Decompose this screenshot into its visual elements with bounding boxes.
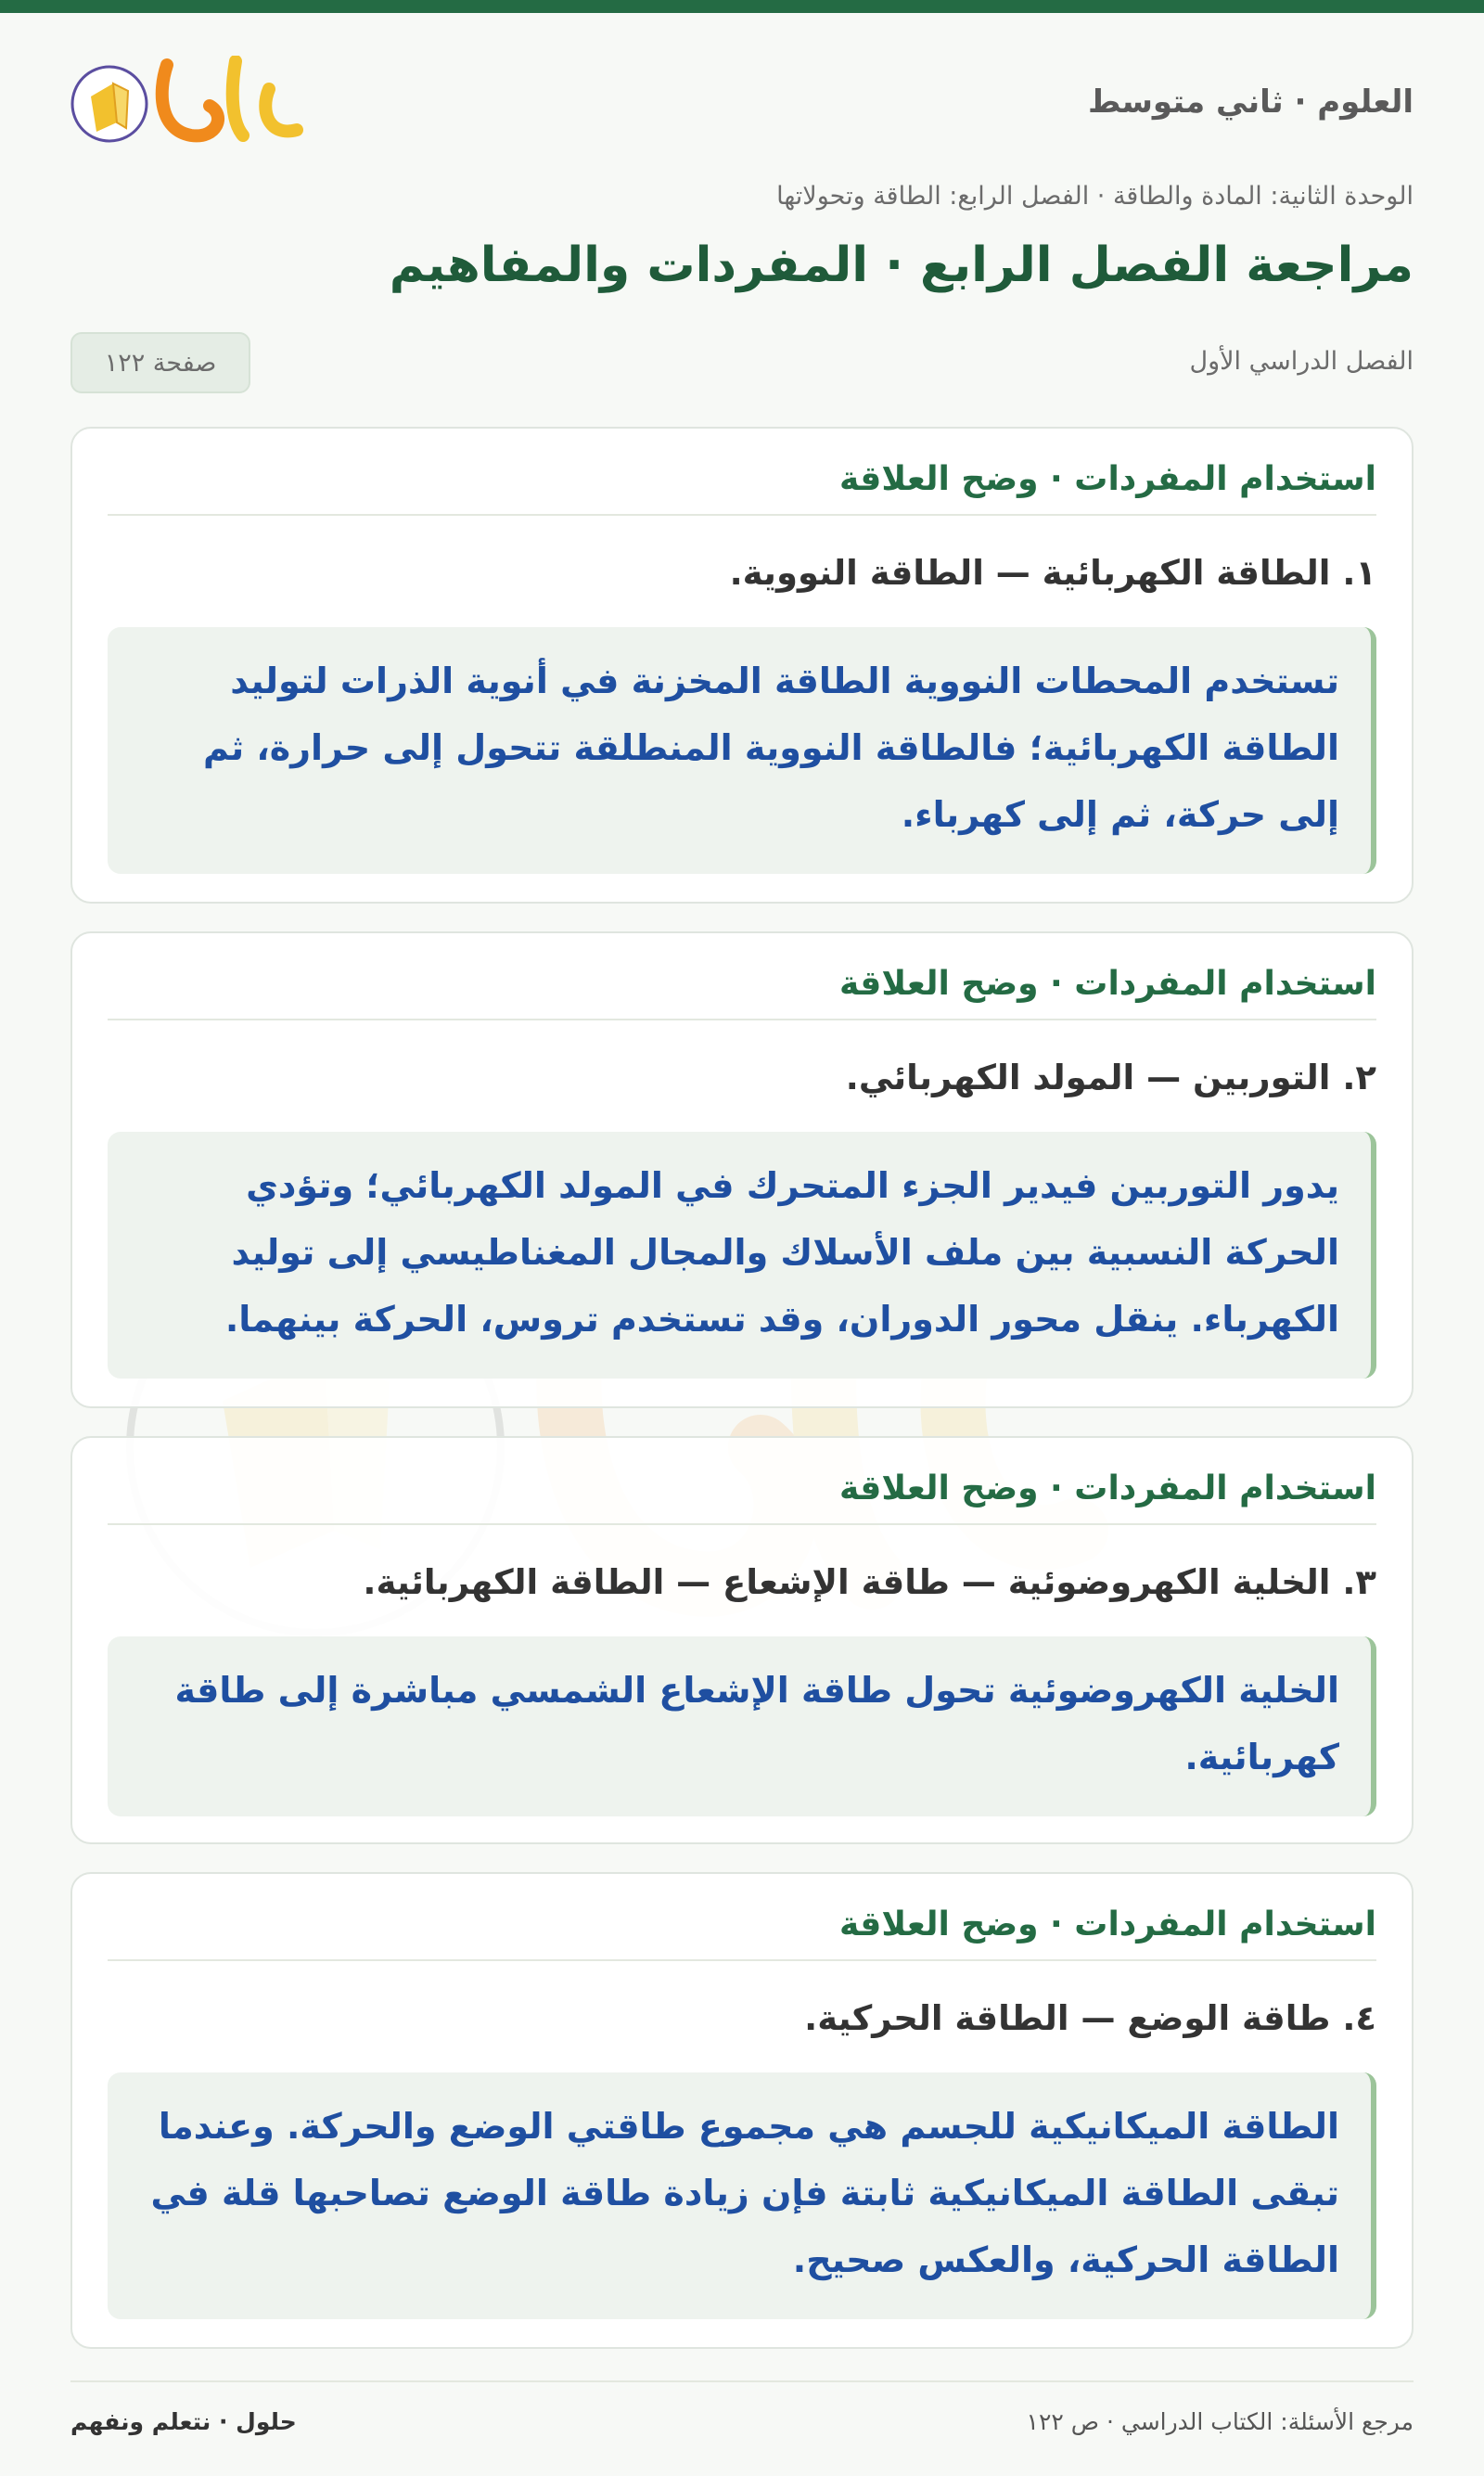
- card-heading: استخدام المفردات · وضح العلاقة: [108, 1905, 1376, 1961]
- question-card-2: [70, 931, 1414, 1408]
- footer-brand[interactable]: حلول · نتعلم ونفهم: [70, 2408, 297, 2435]
- hulool-logo-icon[interactable]: [70, 56, 312, 148]
- semester-label: الفصل الدراسي الأول: [1189, 347, 1414, 376]
- page-number-badge: صفحة ١٢٢: [70, 332, 250, 393]
- course-title: العلوم · ثاني متوسط: [1088, 83, 1414, 121]
- card-heading: استخدام المفردات · وضح العلاقة: [108, 460, 1376, 516]
- footer-reference: مرجع الأسئلة: الكتاب الدراسي · ص ١٢٢: [1026, 2408, 1414, 2435]
- question-text: ١. الطاقة الكهربائية — الطاقة النووية.: [729, 553, 1376, 593]
- answer-box: الخلية الكهروضوئية تحول طاقة الإشعاع الشمسي مباشرة إلى طاقة كهربائية.: [108, 1636, 1376, 1816]
- meta-row: [70, 332, 1414, 393]
- question-text: ٣. الخلية الكهروضوئية — طاقة الإشعاع — الطاقة الكهربائية.: [363, 1562, 1376, 1602]
- answer-box: يدور التوربين فيدير الجزء المتحرك في المولد الكهربائي؛ وتؤدي الحركة النسبية بين ملف الأسلاك والمجال المغناطيسي إلى توليد الكهرباء. ينقل محور الدوران، وقد تستخدم تروس، الحركة بينهما.: [108, 1132, 1376, 1379]
- card-heading: استخدام المفردات · وضح العلاقة: [108, 965, 1376, 1020]
- page-title: مراجعة الفصل الرابع · المفردات والمفاهيم: [389, 237, 1414, 293]
- question-card-4: [70, 1872, 1414, 2349]
- question-card-1: [70, 427, 1414, 904]
- breadcrumb: الوحدة الثانية: المادة والطاقة · الفصل الرابع: الطاقة وتحولاتها: [776, 182, 1414, 211]
- footer-divider: [70, 2380, 1414, 2382]
- question-text: ٢. التوربين — المولد الكهربائي.: [845, 1058, 1376, 1097]
- question-card-3: [70, 1436, 1414, 1844]
- answer-box: تستخدم المحطات النووية الطاقة المخزنة في أنوية الذرات لتوليد الطاقة الكهربائية؛ فالطاقة النووية المنطلقة تتحول إلى حرارة، ثم إلى حركة، ثم إلى كهرباء.: [108, 627, 1376, 874]
- question-text: ٤. طاقة الوضع — الطاقة الحركية.: [804, 1998, 1376, 2038]
- page-header: [70, 56, 1414, 148]
- answer-box: الطاقة الميكانيكية للجسم هي مجموع طاقتي الوضع والحركة. وعندما تبقى الطاقة الميكانيكية ثابتة فإن زيادة طاقة الوضع تصاحبها قلة في الطاقة الحركية، والعكس صحيح.: [108, 2072, 1376, 2319]
- top-accent-bar: [0, 0, 1484, 13]
- card-heading: استخدام المفردات · وضح العلاقة: [108, 1469, 1376, 1525]
